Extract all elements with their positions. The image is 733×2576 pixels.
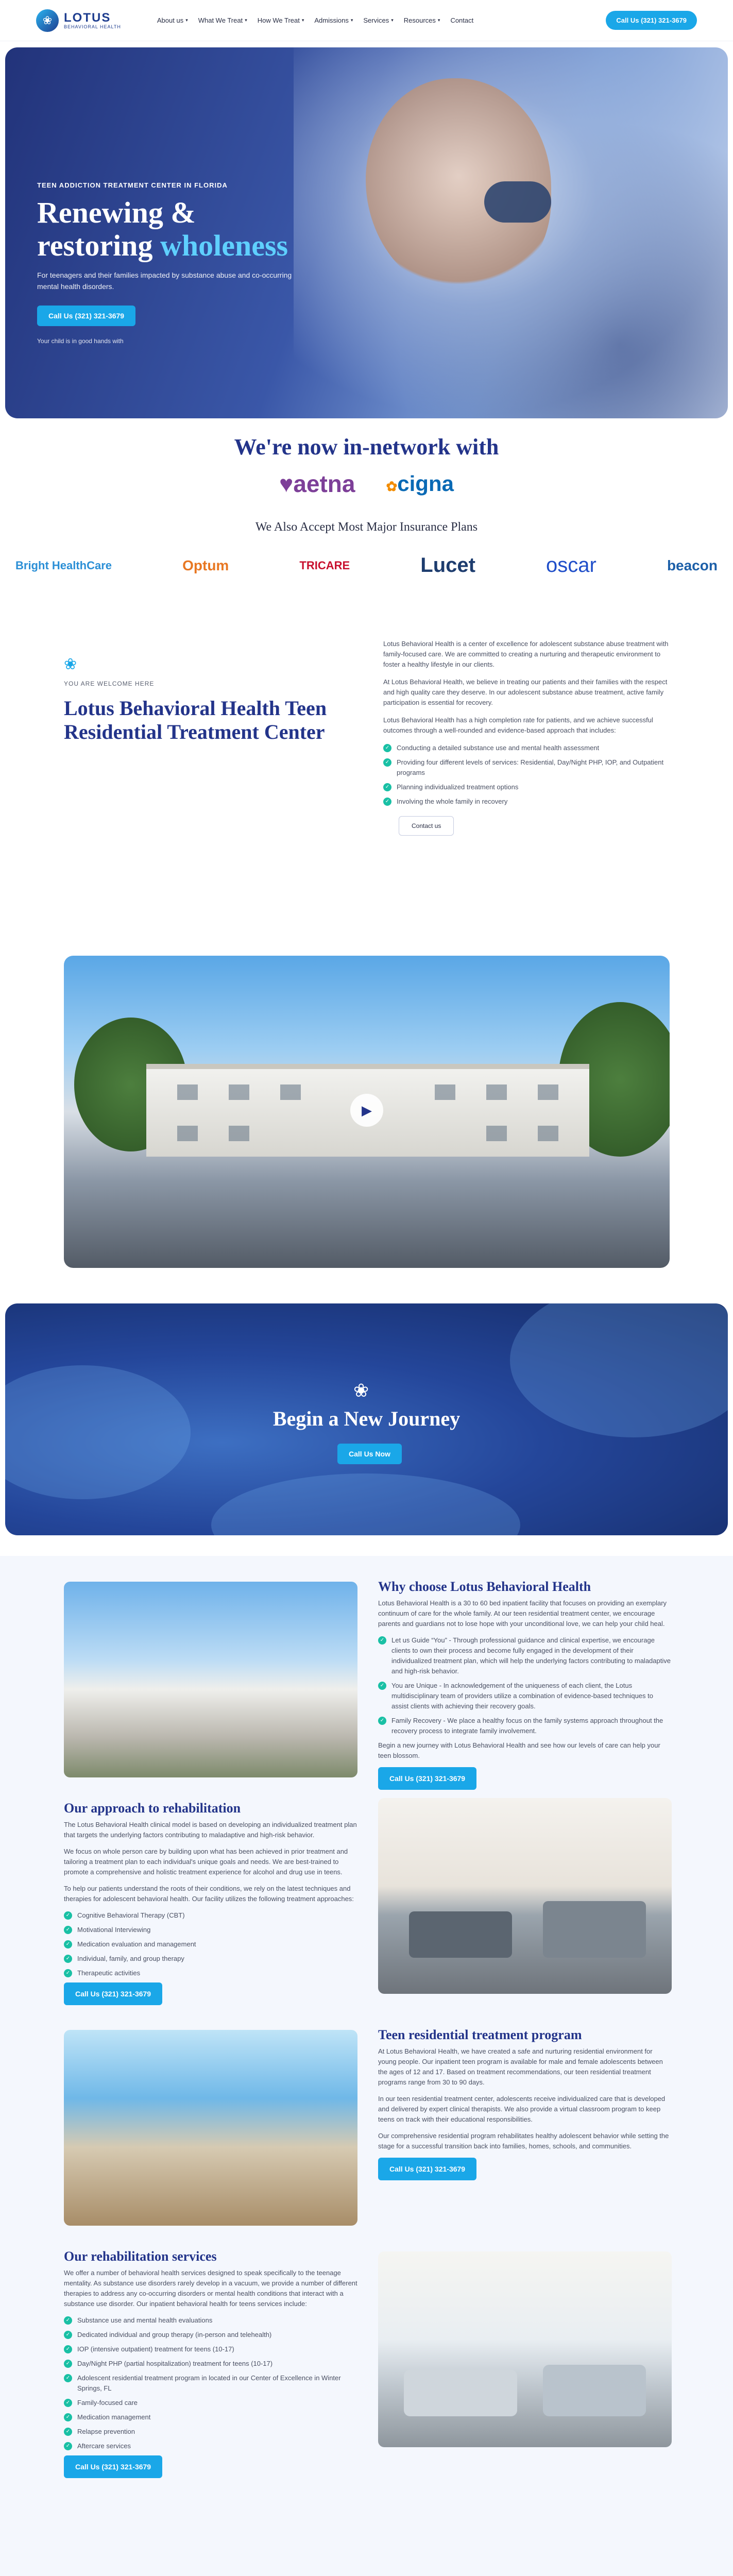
approach-text-3: To help our patients understand the roots of their conditions, we rely on the latest techniques and therapies for adolescent behavioral health. Our facility utilizes the following treatment approaches:	[64, 1885, 354, 1903]
living-room-photo	[378, 2251, 672, 2447]
list-item: ✓ Family Recovery - We place a healthy focus on the family systems approach throughout the recovery process to integrate family involvement.	[378, 1716, 672, 1736]
check-icon: ✓	[64, 2331, 72, 2339]
intro-text: Lotus Behavioral Health is a center of excellence for adolescent substance abuse treatment with family-focused care. We are committed to creating a nurturing and therapeutic environment to foster a healthy lifestyle in our clients. At Lotus Behavioral Health, we believe in treating our patients and their families with the respect and high quality care they deserve. In our adolescent substance abuse treatment, active family participation is essential for recovery. Lotus Behavioral Health has a high completion rate for patients, and we achieve successful outcomes through a well-rounded and evidence-based approach that includes: ✓ Conducting a detailed substance use and mental health assessment ✓ Providing four different levels of services: Residential, Day/Night PHP, IOP, and Outpatient programs ✓ Planning individualized treatment options ✓ Involving the whole family in recovery Contact us	[383, 639, 672, 836]
approach-call-button[interactable]: Call Us (321) 321-3679	[64, 1982, 162, 2005]
contact-us-button[interactable]: Contact us	[399, 816, 454, 836]
check-icon: ✓	[64, 1969, 72, 1977]
check-icon: ✓	[64, 2399, 72, 2407]
aetna-logo: ♥aetna	[279, 470, 355, 497]
list-item: ✓ Cognitive Behavioral Therapy (CBT)	[64, 1910, 357, 1921]
services-text: We offer a number of behavioral health services designed to speak specifically to the teenage mentality. As substance use disorders rarely develop in a vacuum, we provide a number of different therapies to address any co-occurring disorders or mental health conditions that interact with a substance use disorder. Our inpatient behavioral health for teens services include:	[64, 2269, 357, 2308]
check-icon: ✓	[64, 2345, 72, 2353]
why-text-2: Begin a new journey with Lotus Behavioral Health and see how our levels of care can help your teen blossom.	[378, 1741, 660, 1759]
residential-call-button[interactable]: Call Us (321) 321-3679	[378, 2158, 476, 2180]
begin-title: Begin a New Journey	[272, 1407, 461, 1430]
check-icon: ✓	[64, 1911, 72, 1920]
nav-admissions[interactable]: Admissions ▾	[314, 16, 353, 24]
approach-heading: Our approach to rehabilitation	[64, 1801, 241, 1816]
hero-banner	[5, 47, 728, 418]
check-icon: ✓	[383, 744, 391, 752]
services-call-button[interactable]: Call Us (321) 321-3679	[64, 2455, 162, 2478]
insurance-logo-row	[15, 554, 718, 577]
list-item: ✓ Motivational Interviewing	[64, 1925, 357, 1935]
classroom-photo	[64, 2030, 357, 2226]
chevron-down-icon: ▾	[350, 18, 353, 23]
chevron-down-icon: ▾	[437, 18, 440, 23]
list-item: ✓ Therapeutic activities	[64, 1968, 357, 1978]
beacon-logo: beacon	[667, 557, 718, 573]
check-icon: ✓	[64, 2360, 72, 2368]
list-item: ✓ Dedicated individual and group therapy (in-person and telehealth)	[64, 2330, 357, 2340]
list-item: ✓ Conducting a detailed substance use and mental health assessment	[383, 743, 672, 753]
list-item: ✓ Adolescent residential treatment program in located in our Center of Excellence in Winter Springs, FL	[64, 2373, 357, 2394]
list-item: ✓ Let us Guide “You” - Through professional guidance and clinical expertise, we encourage clients to own their process and become fully engaged in the development of their individualized treatment plan, which will help the underlying factors contributing to maladaptive and high-risk behavior.	[378, 1635, 672, 1676]
list-item: ✓ Relapse prevention	[64, 2427, 357, 2437]
bright-healthcare-logo: Bright HealthCare	[15, 558, 112, 572]
list-item: ✓ Day/Night PHP (partial hospitalization) treatment for teens (10-17)	[64, 2359, 357, 2369]
list-item: ✓ Family-focused care	[64, 2398, 357, 2408]
logo-title: LOTUS	[64, 10, 111, 25]
chevron-down-icon: ▾	[301, 18, 304, 23]
residential-text: At Lotus Behavioral Health, we have created a safe and nurturing residential environment for young people. Our inpatient teen program is available for male and female adolescents between the ages of 12 and 17. Based on treatment recommendations, our teen residential treatment programs range from 30 to 90 days.	[378, 2047, 663, 2086]
services-heading: Our rehabilitation services	[64, 2249, 217, 2264]
list-item: ✓ Individual, family, and group therapy	[64, 1954, 357, 1964]
check-icon: ✓	[64, 2442, 72, 2450]
list-item: ✓ Involving the whole family in recovery	[383, 796, 672, 807]
tricare-logo: TRICARE	[299, 558, 350, 572]
check-icon: ✓	[64, 2316, 72, 2325]
check-icon: ✓	[64, 1940, 72, 1948]
nav-resources[interactable]: Resources ▾	[403, 16, 440, 24]
play-icon[interactable]: ▶	[350, 1094, 383, 1127]
approach-text-2: We focus on whole person care by building upon what has been achieved in prior treatment and tailoring a treatment plan to each individual's unique goals and needs. We are best-trained to promote a comprehensive and holistic treatment experience for alcohol and drug use in teens.	[64, 1848, 348, 1876]
nav-what-we-treat[interactable]: What We Treat ▾	[198, 16, 247, 24]
call-us-now-button[interactable]: Call Us Now	[337, 1444, 402, 1464]
facility-photo	[64, 1582, 357, 1777]
chevron-down-icon: ▾	[245, 18, 247, 23]
site-header	[0, 0, 733, 41]
list-item: ✓ Providing four different levels of services: Residential, Day/Night PHP, IOP, and Outpatient programs	[383, 757, 672, 778]
optum-logo: Optum	[182, 557, 229, 573]
check-icon: ✓	[64, 1955, 72, 1963]
hero-kicker: TEEN ADDICTION TREATMENT CENTER IN FLORIDA	[37, 181, 228, 189]
main-nav	[157, 16, 473, 24]
lounge-photo	[378, 1798, 672, 1994]
check-icon: ✓	[378, 1682, 386, 1690]
residential-text-2: In our teen residential treatment center, adolescents receive individualized care that is developed and delivered by expert clinical therapists. We also provide a virtual classroom program to keep teens on track with their educational responsibilities.	[378, 2095, 666, 2123]
list-item: ✓ Planning individualized treatment options	[383, 782, 672, 792]
check-icon: ✓	[378, 1636, 386, 1645]
nav-how-we-treat[interactable]: How We Treat ▾	[257, 16, 304, 24]
facility-video[interactable]	[64, 956, 670, 1268]
residential-text-3: Our comprehensive residential program rehabilitates healthy adolescent behavior while setting the stage for a successful transition back into families, homes, schools, and communities.	[378, 2132, 669, 2150]
why-text: Lotus Behavioral Health is a 30 to 60 bed inpatient facility that focuses on providing an exemplary continuum of care for the whole family. At our teen residential treatment center, we encourage parents and guardians not to lose hope with your unconditional love, we can help your child heal.	[378, 1599, 667, 1628]
oscar-logo: oscar	[546, 554, 596, 577]
list-item: ✓ Medication management	[64, 2412, 357, 2422]
hero-subtext: Your child is in good hands with	[37, 337, 124, 345]
list-item: ✓ Aftercare services	[64, 2441, 357, 2451]
lotus-flower-icon: ❀	[64, 656, 77, 673]
intro-heading: Lotus Behavioral Health Teen Residential Treatment Center	[64, 697, 327, 743]
list-item: ✓ Medication evaluation and management	[64, 1939, 357, 1950]
residential-heading: Teen residential treatment program	[378, 2027, 582, 2042]
why-call-button[interactable]: Call Us (321) 321-3679	[378, 1767, 476, 1790]
check-icon: ✓	[383, 798, 391, 806]
list-item: ✓ Substance use and mental health evaluations	[64, 2315, 357, 2326]
insurance-subtitle: We Also Accept Most Major Insurance Plans	[255, 520, 478, 534]
hero-text: For teenagers and their families impacted by substance abuse and co-occurring mental health disorders.	[37, 271, 292, 291]
logo-subtitle: BEHAVIORAL HEALTH	[64, 24, 121, 29]
hero-headphones	[484, 181, 551, 223]
check-icon: ✓	[64, 2413, 72, 2421]
nav-contact[interactable]: Contact	[450, 16, 474, 24]
featured-insurance-logos	[0, 470, 733, 498]
check-icon: ✓	[64, 2374, 72, 2382]
header-call-button[interactable]: Call Us (321) 321-3679	[606, 11, 697, 30]
approach-text: The Lotus Behavioral Health clinical model is based on developing an individualized treatment plan that targets the underlying factors contributing to maladaptive and high-risk behavior.	[64, 1821, 357, 1839]
insurance-title: We're now in-network with	[234, 434, 499, 460]
why-heading: Why choose Lotus Behavioral Health	[378, 1579, 591, 1594]
check-icon: ✓	[378, 1717, 386, 1725]
hero-call-button[interactable]: Call Us (321) 321-3679	[37, 306, 135, 326]
cigna-logo: ✿cigna	[386, 471, 454, 496]
logo[interactable]	[36, 9, 121, 32]
nav-services[interactable]: Services ▾	[363, 16, 394, 24]
chevron-down-icon: ▾	[185, 18, 188, 23]
check-icon: ✓	[383, 783, 391, 791]
lucet-logo: Lucet	[420, 554, 475, 577]
lotus-flower-icon: ❀	[36, 9, 59, 32]
check-icon: ✓	[64, 1926, 72, 1934]
begin-journey-banner	[5, 1303, 728, 1535]
chevron-down-icon: ▾	[391, 18, 394, 23]
list-item: ✓ You are Unique - In acknowledgement of the uniqueness of each client, the Lotus multidisciplinary team of providers utilize a combination of evidence-based techniques to assist clients with achieving their recovery goals.	[378, 1681, 672, 1711]
check-icon: ✓	[64, 2428, 72, 2436]
hero-title: Renewing & restoring wholeness	[37, 196, 288, 262]
check-icon: ✓	[383, 758, 391, 767]
lotus-flower-icon: ❀	[353, 1380, 369, 1401]
list-item: ✓ IOP (intensive outpatient) treatment for teens (10-17)	[64, 2344, 357, 2354]
nav-about[interactable]: About us ▾	[157, 16, 188, 24]
intro-eyebrow: YOU ARE WELCOME HERE	[64, 680, 155, 687]
